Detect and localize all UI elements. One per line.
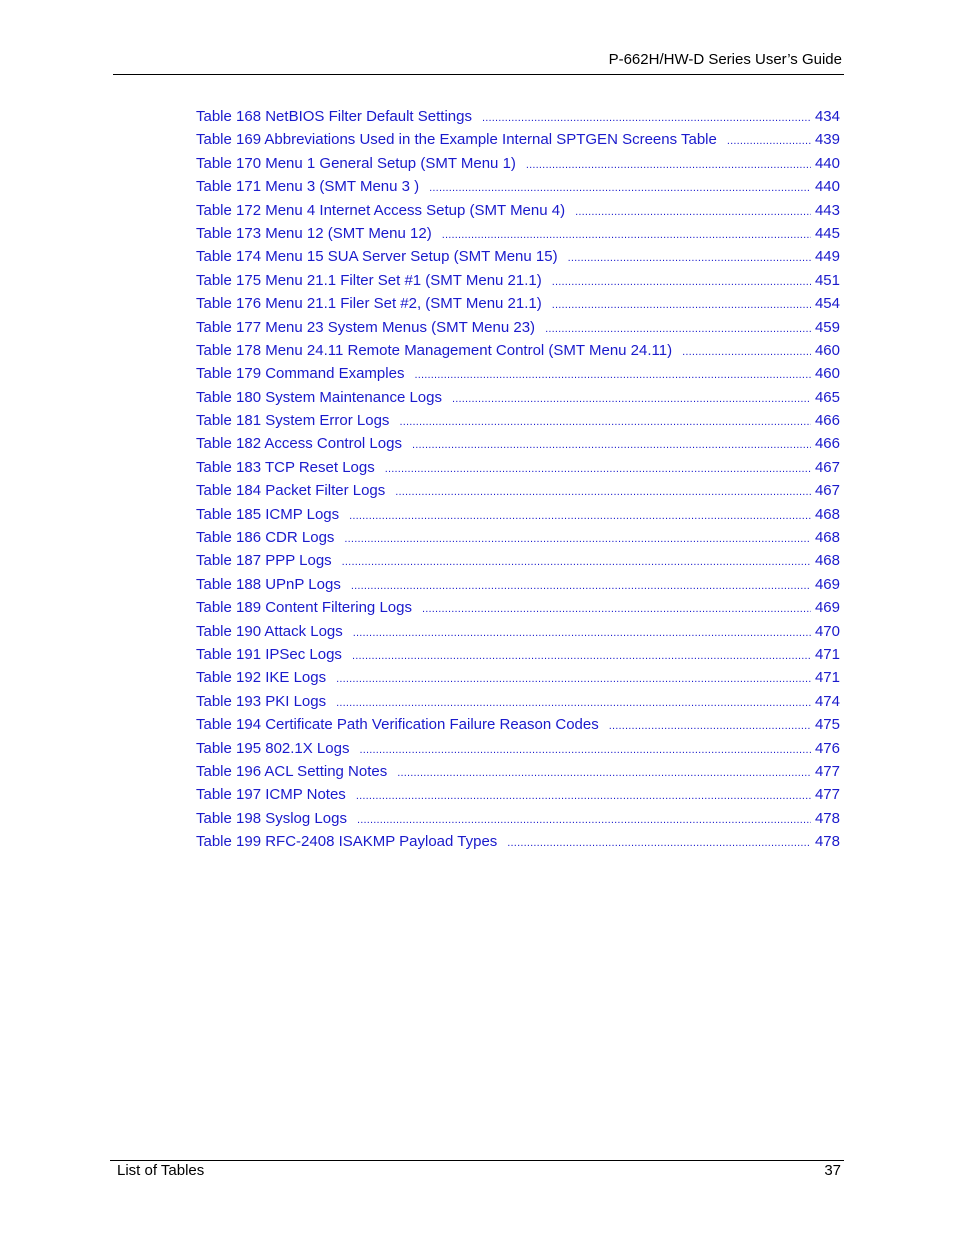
toc-entry-label[interactable]: Table 176 Menu 21.1 Filer Set #2, (SMT Menu 21.1) xyxy=(196,295,542,313)
toc-entry-page-number[interactable]: 439 xyxy=(814,131,840,149)
toc-dot-leader xyxy=(344,528,811,551)
toc-entry-link[interactable] xyxy=(196,269,840,292)
toc-entry-link[interactable] xyxy=(196,245,840,268)
toc-entry-page-number[interactable]: 465 xyxy=(814,388,840,406)
toc-entry-link[interactable] xyxy=(196,526,840,549)
toc-dot-leader xyxy=(507,832,811,855)
toc-entry-label[interactable]: Table 188 UPnP Logs xyxy=(196,575,341,593)
toc-dot-leader xyxy=(342,551,811,574)
toc-entry-link[interactable] xyxy=(196,386,840,409)
toc-entry-label[interactable]: Table 190 Attack Logs xyxy=(196,622,343,640)
toc-entry-page-number[interactable]: 460 xyxy=(814,365,840,383)
toc-entry-link[interactable] xyxy=(196,503,840,526)
toc-dot-leader xyxy=(575,201,811,224)
toc-entry-link[interactable] xyxy=(196,643,840,666)
toc-entry-link[interactable] xyxy=(196,175,840,198)
toc-entry-page-number[interactable]: 471 xyxy=(814,669,840,687)
toc-dot-leader xyxy=(359,739,811,762)
toc-entry-label[interactable]: Table 199 RFC-2408 ISAKMP Payload Types xyxy=(196,833,498,851)
toc-entry-page-number[interactable]: 477 xyxy=(814,762,840,780)
toc-entry-link[interactable] xyxy=(196,713,840,736)
toc-entry-label[interactable]: Table 169 Abbreviations Used in the Example Internal SPTGEN Screens Table xyxy=(196,131,717,149)
toc-entry-link[interactable] xyxy=(196,737,840,760)
toc-entry-page-number[interactable]: 460 xyxy=(814,341,840,359)
toc-entry-link[interactable] xyxy=(196,316,840,339)
toc-dot-leader xyxy=(397,762,811,785)
toc-dot-leader xyxy=(336,692,811,715)
toc-dot-leader xyxy=(727,130,811,153)
toc-entry-link[interactable] xyxy=(196,105,840,128)
toc-entry-page-number[interactable]: 478 xyxy=(814,809,840,827)
toc-entry-label[interactable]: Table 191 IPSec Logs xyxy=(196,645,342,663)
toc-dot-leader xyxy=(352,645,811,668)
toc-entry-link[interactable] xyxy=(196,830,840,853)
toc-dot-leader xyxy=(429,177,811,200)
toc-entry-link[interactable] xyxy=(196,620,840,643)
toc-entry-label[interactable]: Table 197 ICMP Notes xyxy=(196,786,346,804)
toc-entry-page-number[interactable]: 459 xyxy=(814,318,840,336)
toc-entry-link[interactable] xyxy=(196,456,840,479)
toc-dot-leader xyxy=(385,458,811,481)
toc-entry-label[interactable]: Table 198 Syslog Logs xyxy=(196,809,347,827)
toc-dot-leader xyxy=(422,598,811,621)
toc-entry-label[interactable]: Table 182 Access Control Logs xyxy=(196,435,402,453)
toc-entry-page-number[interactable]: 449 xyxy=(814,248,840,266)
toc-dot-leader xyxy=(568,247,811,270)
toc-entry-page-number[interactable]: 468 xyxy=(814,552,840,570)
toc-dot-leader xyxy=(545,318,811,341)
toc-dot-leader xyxy=(395,481,811,504)
toc-entry-link[interactable] xyxy=(196,152,840,175)
toc-entry-page-number[interactable]: 466 xyxy=(814,435,840,453)
toc-entry-link[interactable] xyxy=(196,573,840,596)
toc-entry-label[interactable]: Table 181 System Error Logs xyxy=(196,412,390,430)
toc-entry-page-number[interactable]: 475 xyxy=(814,716,840,734)
toc-entry-link[interactable] xyxy=(196,807,840,830)
toc-entry-page-number[interactable]: 434 xyxy=(814,108,840,125)
toc-entry-label[interactable]: Table 172 Menu 4 Internet Access Setup (SMT Menu 4) xyxy=(196,201,566,219)
toc-entry-link[interactable] xyxy=(196,783,840,806)
toc-entry-label[interactable]: Table 183 TCP Reset Logs xyxy=(196,458,375,476)
toc-entry-link[interactable] xyxy=(196,760,840,783)
toc-entry-page-number[interactable]: 470 xyxy=(814,622,840,640)
toc-entry-page-number[interactable]: 468 xyxy=(814,505,840,523)
toc-entry-label[interactable]: Table 173 Menu 12 (SMT Menu 12) xyxy=(196,224,432,242)
toc-entry-page-number[interactable]: 467 xyxy=(814,482,840,500)
toc-dot-leader xyxy=(609,715,811,738)
toc-dot-leader xyxy=(356,785,811,808)
toc-entry-label[interactable]: Table 194 Certificate Path Verification Failure Reason Codes xyxy=(196,716,599,734)
toc-dot-leader xyxy=(399,411,811,434)
footer-section-title: List of Tables xyxy=(117,1162,205,1179)
toc-entry-label[interactable]: Table 174 Menu 15 SUA Server Setup (SMT Menu 15) xyxy=(196,248,558,266)
toc-entry-link[interactable] xyxy=(196,666,840,689)
toc-dot-leader xyxy=(452,388,811,411)
toc-entry-label[interactable]: Table 189 Content Filtering Logs xyxy=(196,599,412,617)
toc-entry-page-number[interactable]: 451 xyxy=(814,271,840,289)
toc-entry-label[interactable]: Table 170 Menu 1 General Setup (SMT Menu 1) xyxy=(196,154,516,172)
toc-dot-leader xyxy=(349,505,811,528)
toc-dot-leader xyxy=(442,224,811,247)
toc-dot-leader xyxy=(552,294,811,317)
toc-dot-leader xyxy=(482,107,811,130)
toc-entry-page-number[interactable]: 445 xyxy=(814,224,840,242)
toc-entry-label[interactable]: Table 187 PPP Logs xyxy=(196,552,332,570)
toc-dot-leader xyxy=(357,809,811,832)
toc-entry-page-number[interactable]: 467 xyxy=(814,458,840,476)
toc-entry-label[interactable]: Table 180 System Maintenance Logs xyxy=(196,388,442,406)
toc-entry-link[interactable] xyxy=(196,690,840,713)
toc-entry-label[interactable]: Table 179 Command Examples xyxy=(196,365,405,383)
toc-entry-link[interactable] xyxy=(196,128,840,151)
toc-entry-link[interactable] xyxy=(196,549,840,572)
toc-entry-page-number[interactable]: 476 xyxy=(814,739,840,757)
toc-entry-label[interactable]: Table 184 Packet Filter Logs xyxy=(196,482,386,500)
toc-entry-link[interactable] xyxy=(196,339,840,362)
toc-entry-label[interactable]: Table 192 IKE Logs xyxy=(196,669,327,687)
toc-entry-page-number[interactable]: 454 xyxy=(814,295,840,313)
table-of-contents xyxy=(196,105,840,854)
header-divider xyxy=(113,74,844,75)
toc-entry-label[interactable]: Table 175 Menu 21.1 Filter Set #1 (SMT Menu 21.1) xyxy=(196,271,542,289)
toc-entry-page-number[interactable]: 440 xyxy=(814,178,840,196)
toc-dot-leader xyxy=(336,668,811,691)
page-header-title: P-662H/HW-D Series User’s Guide xyxy=(608,51,842,68)
toc-entry-page-number[interactable]: 478 xyxy=(814,833,840,851)
toc-entry-page-number[interactable]: 440 xyxy=(814,154,840,172)
toc-entry-label[interactable]: Table 193 PKI Logs xyxy=(196,692,327,710)
footer-page-number: 37 xyxy=(824,1162,841,1179)
toc-entry-label[interactable]: Table 168 NetBIOS Filter Default Settings xyxy=(196,108,472,125)
toc-dot-leader xyxy=(412,434,811,457)
footer-divider xyxy=(110,1160,844,1161)
toc-dot-leader xyxy=(351,575,811,598)
toc-entry-label[interactable]: Table 196 ACL Setting Notes xyxy=(196,762,388,780)
toc-entry-link[interactable] xyxy=(196,596,840,619)
toc-entry-link[interactable] xyxy=(196,362,840,385)
toc-entry-label[interactable]: Table 177 Menu 23 System Menus (SMT Menu 23) xyxy=(196,318,536,336)
toc-entry-label[interactable]: Table 178 Menu 24.11 Remote Management Control (SMT Menu 24.11) xyxy=(196,341,673,359)
toc-dot-leader xyxy=(526,154,811,177)
toc-entry-link[interactable] xyxy=(196,479,840,502)
toc-entry-link[interactable] xyxy=(196,432,840,455)
toc-entry-page-number[interactable]: 474 xyxy=(814,692,840,710)
toc-entry-page-number[interactable]: 471 xyxy=(814,645,840,663)
toc-entry-label[interactable]: Table 195 802.1X Logs xyxy=(196,739,350,757)
toc-entry-link[interactable] xyxy=(196,292,840,315)
toc-entry-label[interactable]: Table 185 ICMP Logs xyxy=(196,505,340,523)
toc-entry-page-number[interactable]: 477 xyxy=(814,786,840,804)
toc-entry-page-number[interactable]: 466 xyxy=(814,412,840,430)
toc-dot-leader xyxy=(353,622,811,645)
toc-entry-link[interactable] xyxy=(196,199,840,222)
toc-entry-page-number[interactable]: 469 xyxy=(814,599,840,617)
toc-entry-page-number[interactable]: 469 xyxy=(814,575,840,593)
toc-entry-link[interactable] xyxy=(196,409,840,432)
toc-entry-page-number[interactable]: 468 xyxy=(814,529,840,547)
toc-dot-leader xyxy=(682,341,811,364)
toc-dot-leader xyxy=(414,364,811,387)
toc-entry-page-number[interactable]: 443 xyxy=(814,201,840,219)
toc-entry-label[interactable]: Table 186 CDR Logs xyxy=(196,529,335,547)
toc-entry-label[interactable]: Table 171 Menu 3 (SMT Menu 3 ) xyxy=(196,178,420,196)
toc-entry-link[interactable] xyxy=(196,222,840,245)
toc-dot-leader xyxy=(552,271,811,294)
